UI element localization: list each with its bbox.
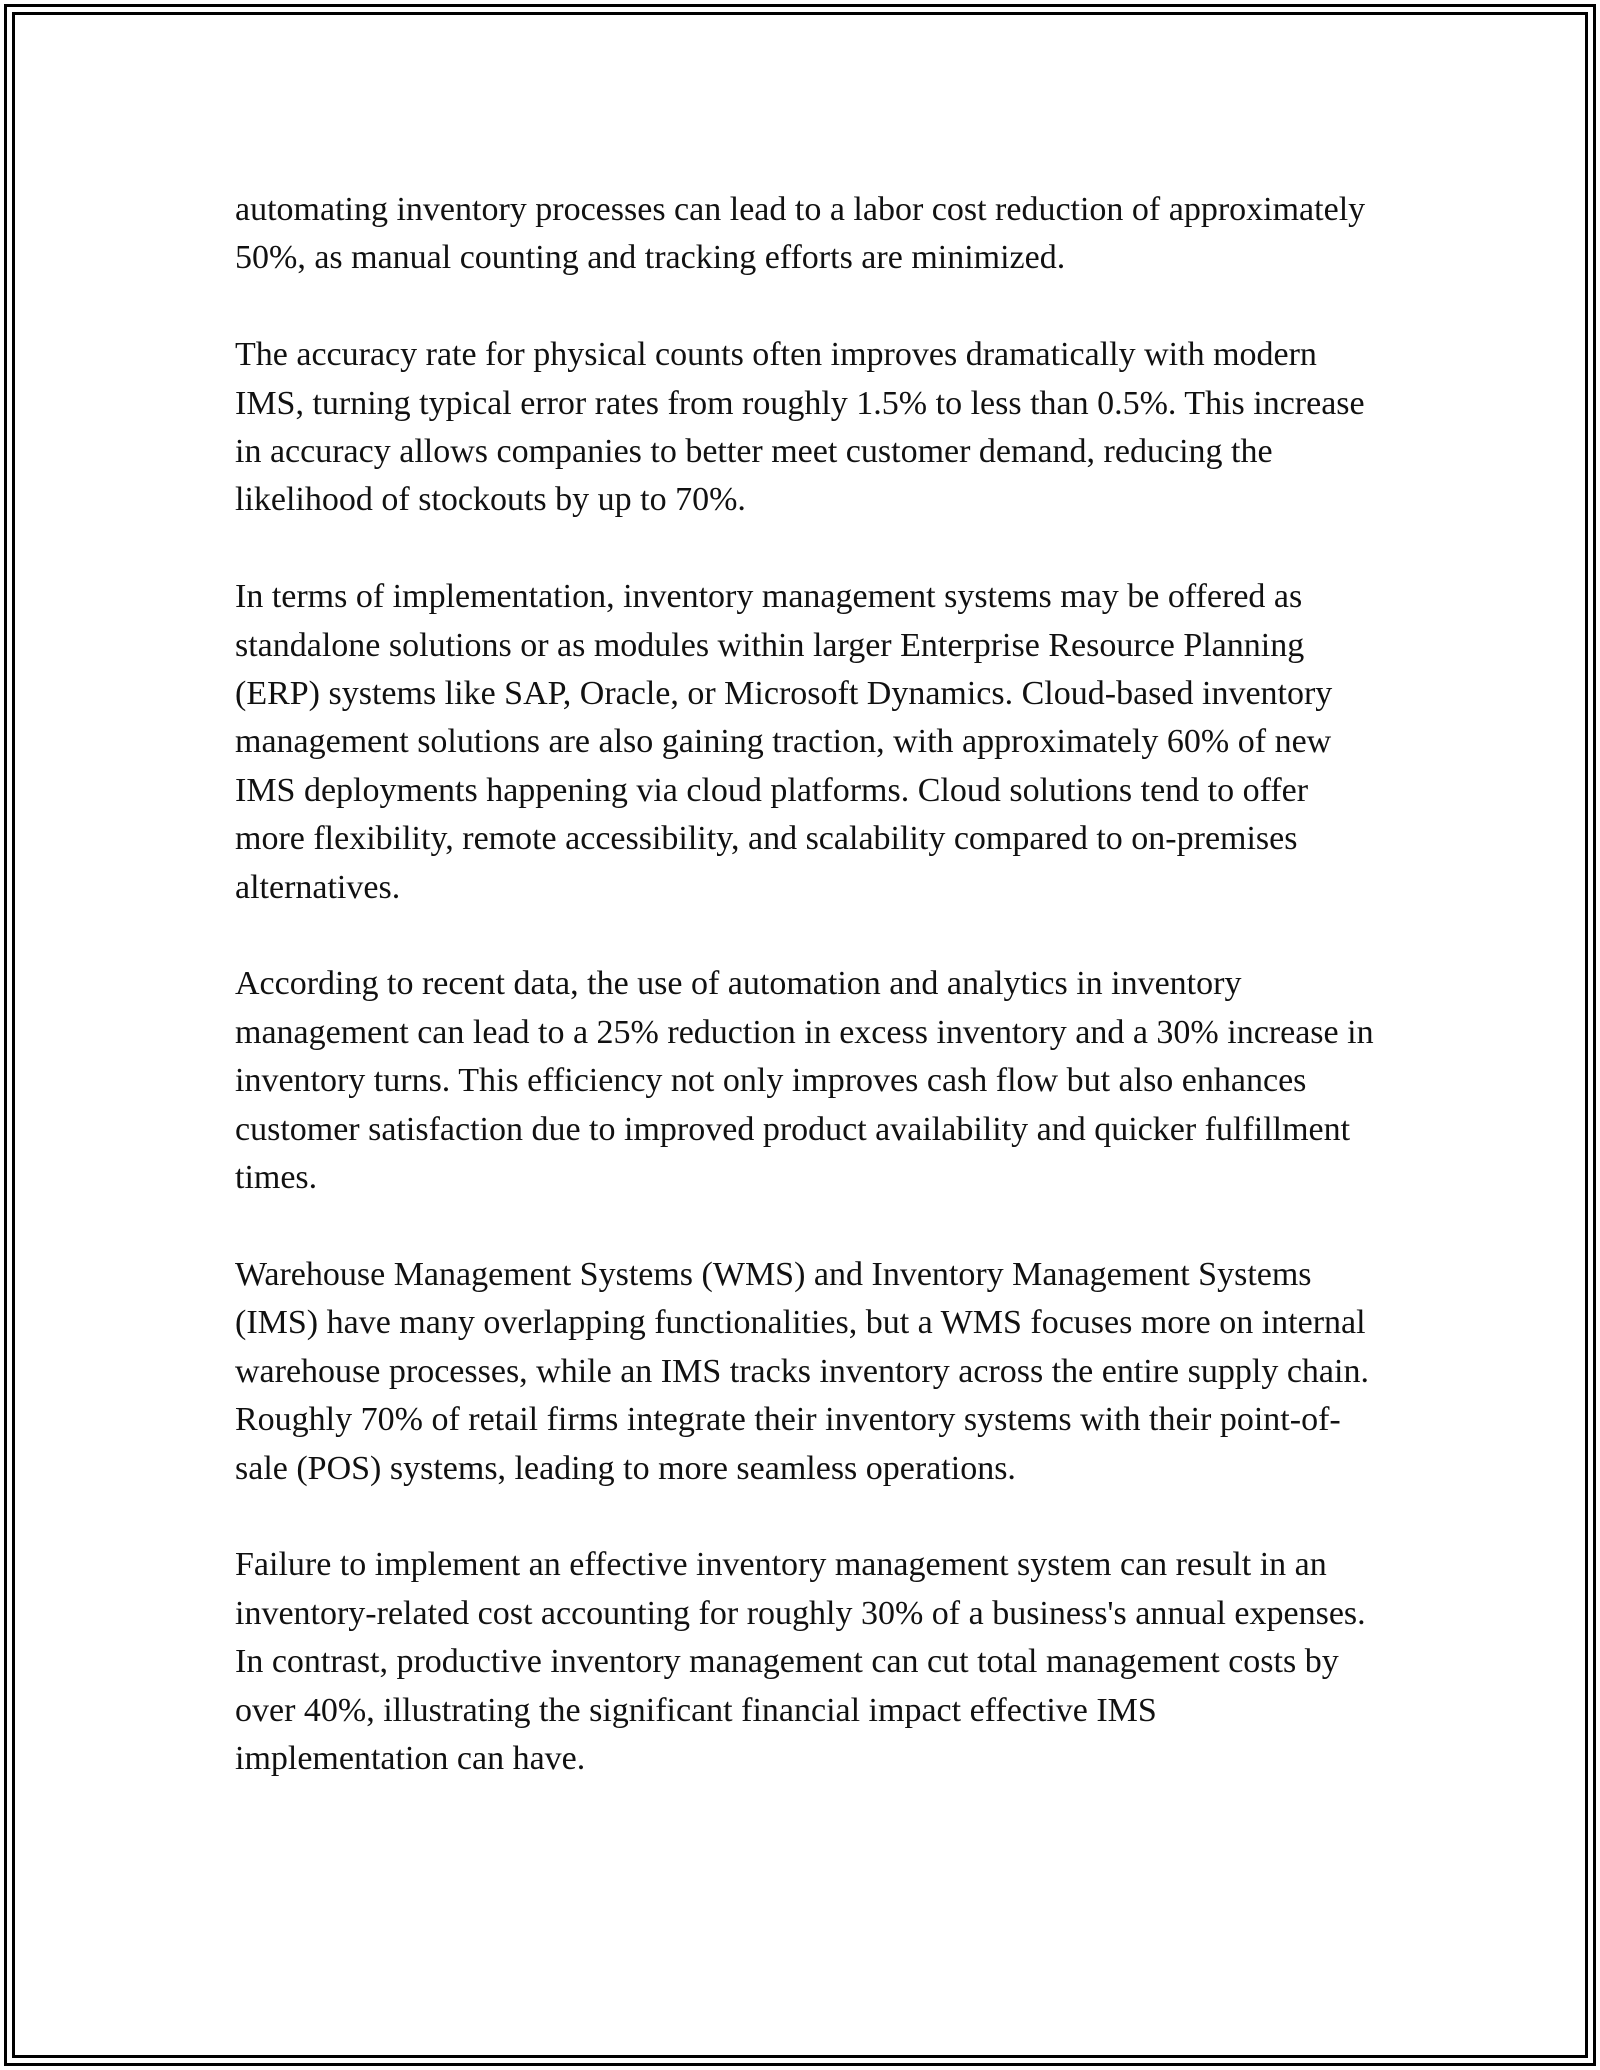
paragraph-implementation: In terms of implementation, inventory management systems may be offered as standalone solutions or as modules within larger Enterprise Resource Planning (ERP) systems like SAP, Oracle, or Microsoft Dynamics. Cloud-based inventory management solutions are also gaining traction, with approximately 60% of new IMS deployments happening via cloud platforms. Cloud solutions tend to offer more flexibility, remote accessibility, and scalability compared to on-premises alternatives. [235, 578, 1333, 906]
document-body [235, 186, 1375, 1832]
paragraph-automation-analytics: According to recent data, the use of automation and analytics in inventory management can lead to a 25% reduction in excess inventory and a 30% increase in inventory turns. This efficiency not only improves cash flow but also enhances customer satisfaction due to improved product availability and quicker fulfillment times. [235, 965, 1374, 1197]
paragraph-labor-cost: automating inventory processes can lead to a labor cost reduction of approximately 50%, as manual counting and tracking efforts are minimized. [235, 191, 1366, 277]
paragraph-failure-cost: Failure to implement an effective inventory management system can result in an inventory-related cost accounting for roughly 30% of a business's annual expenses. In contrast, productive inventory management can cut total management costs by over 40%, illustrating the significant financial impact effective IMS implementation can have. [235, 1546, 1366, 1777]
paragraph-accuracy-rate: The accuracy rate for physical counts often improves dramatically with modern IMS, turning typical error rates from roughly 1.5% to less than 0.5%. This increase in accuracy allows companies to better meet customer demand, reducing the likelihood of stockouts by up to 70%. [235, 336, 1365, 519]
paragraph-wms-vs-ims: Warehouse Management Systems (WMS) and Inventory Management Systems (IMS) have many overlapping functionalities, but a WMS focuses more on internal warehouse processes, while an IMS tracks inventory across the entire supply chain. Roughly 70% of retail firms integrate their inventory systems with their point-of-sale (POS) systems, leading to more seamless operations. [235, 1255, 1369, 1487]
